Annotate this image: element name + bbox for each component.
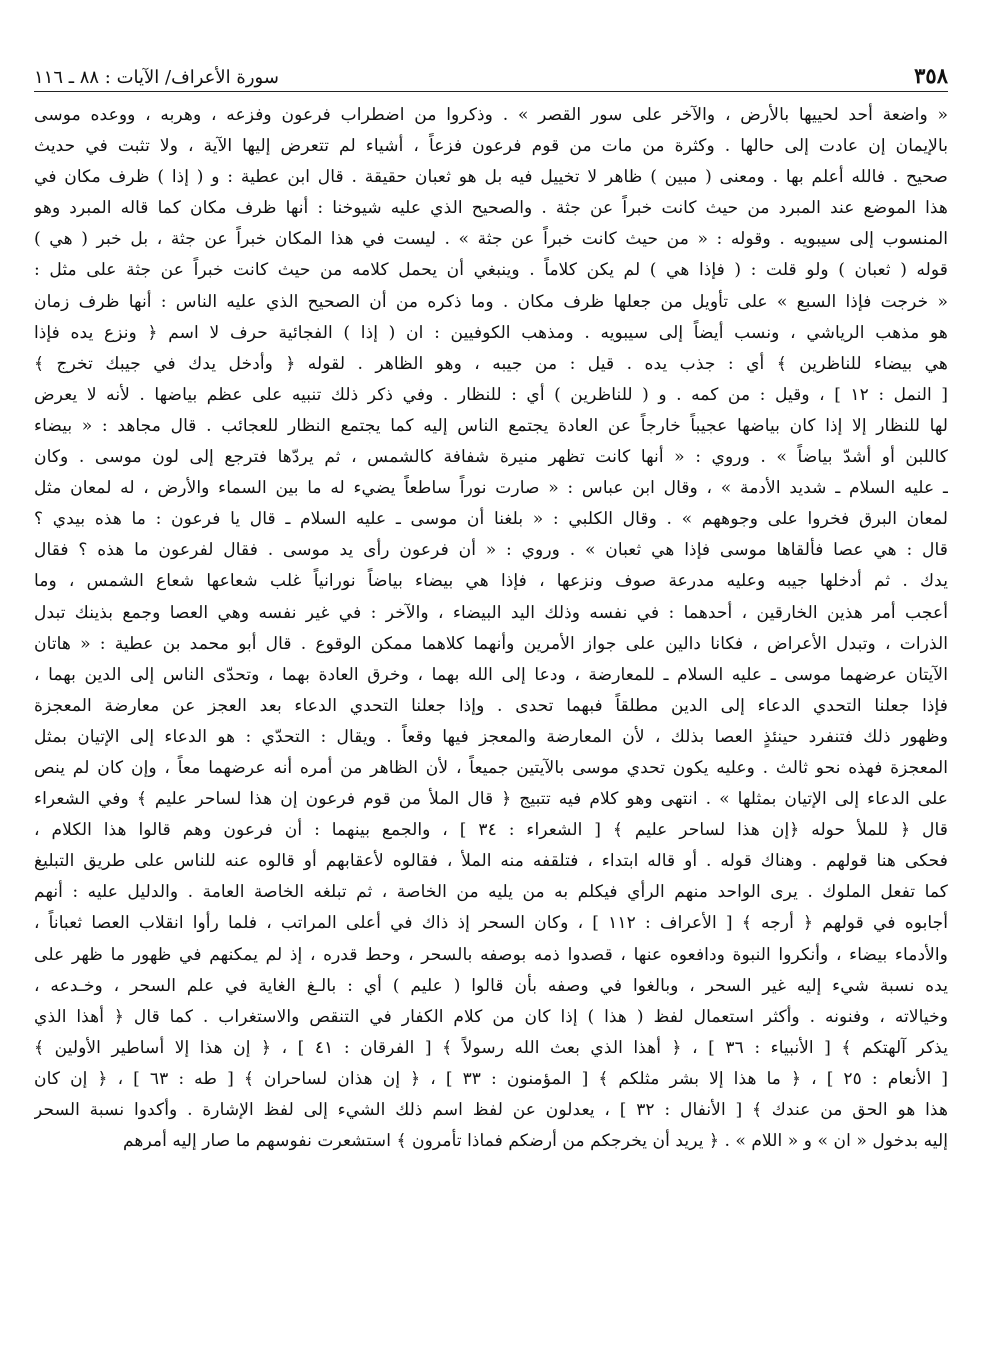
running-title: سورة الأعراف/ الآيات : ٨٨ ـ ١١٦ xyxy=(34,67,279,88)
text-line: أعجب أمر هذين الخارقين ، أحدهما : في نفسه وذلك اليد البيضاء ، والآخر : في غير نفسه وهي العصا وجمع بذينك تبدل xyxy=(34,602,948,623)
text-line: فإذا جعلنا التحدي الدعاء إلى الدين مطلقاً فبهما تحدى . وإذا جعلنا التحدي الدعاء بعد العجز عن معارضة المعجزة xyxy=(34,695,948,716)
text-line: [ النمل : ١٢ ] ، وقيل : من كمه . و ( للناظرين ) أي : للنظار . وفي ذكر ذلك تنبيه على عظم بياضها . لأنه لا يعرض xyxy=(34,384,948,405)
text-line: فحكى هنا قولهم . وهناك قوله . أو قاله ابتداء ، فتلقفه منه الملأ ، فقالوه لأعقابهم أو قالوه عنه للناس على طريق التبليغ xyxy=(34,851,948,872)
page-header xyxy=(34,56,948,88)
text-line: صحيح . فالله أعلم بها . ومعنى ( مبين ) ظاهر لا تخييل فيه بل هو ثعبان حقيقة . قال ابن عطية : و ( إذا ) ظرف مكان في xyxy=(34,167,948,188)
text-line: هي بيضاء للناظرين ﴾ أي : جذب يده . قيل : من جيبه ، وهو الظاهر . لقوله ﴿ وأدخل يدك في جيبك تخرج ﴾ xyxy=(34,353,948,374)
text-line: قال : هي عصا فألقاها موسى فإذا هي ثعبان » . وروي : « أن فرعون رأى يد موسى . فقال لفرعون ما هذه ؟ فقال xyxy=(34,540,948,561)
text-line: إليه بدخول « ان » و « اللام » . ﴿ يريد أن يخرجكم من أرضكم فماذا تأمرون ﴾ استشعرت نفوسهم ما صار إليه أمرهم xyxy=(122,1131,948,1152)
text-line: قوله ( ثعبان ) ولو قلت : ( فإذا هي ) لم يكن كلاماً . وينبغي أن يحمل كلامه من حيث كانت خبراً عن جثة على مثل : xyxy=(34,260,948,281)
text-line: هذا الموضع عند المبرد من حيث كانت خبراً عن جثة . والصحيح الذي عليه شيوخنا : أنها ظرف مكان كما قاله المبرد وهو xyxy=(34,198,948,219)
text-line: وخيالاته ، وفنونه . وأكثر استعمال لفظ ( هذا ) إذا كان من كلام الكفار في التنقص والاستغراب . كما قال ﴿ أهذا الذي xyxy=(34,1006,948,1027)
text-line: هذا هو الحق من عندك ﴾ [ الأنفال : ٣٢ ] ، يعدلون عن لفظ اسم ذلك الشيء إلى لفظ الإشارة . وأكدوا نسبة السحر xyxy=(34,1100,948,1120)
text-line: كما تفعل الملوك . يرى الواحد منهم الرأي فيكلم به من يليه من الخاصة ، ثم تبلغه الخاصة العامة . والدليل عليه : أنهم xyxy=(34,882,948,903)
text-line: [ الأنعام : ٢٥ ] ، ﴿ ما هذا إلا بشر مثلكم ﴾ [ المؤمنون : ٣٣ ] ، ﴿ إن هذان لساحران ﴾ [ طه : ٦٣ ] ، ﴿ إن كان xyxy=(34,1068,948,1089)
text-line: المعجزة فهذه نحو ثالث . وعليه يكون تحدي موسى بالآيتين جميعاً ، لأن الظاهر من أمره أنه عرضهما معاً ، وإن كان لم ينص xyxy=(34,757,948,778)
text-line: المنسوب إلى سيبويه . وقوله : « من حيث كانت خبراً عن جثة » . ليست في هذا المكان خبراً عن جثة ، بل خبر ( هي ) xyxy=(34,229,948,250)
page-number: ٣٥٨ xyxy=(914,63,948,88)
text-line: وظهور ذلك فتنفرد حينئذٍ العصا بذلك ، لأن المعارضة والمعجز فيها وقعاً . ويقال : التحدّي : هو الدعاء إلى الإتيان بمثل xyxy=(34,726,948,747)
text-line: كاللبن أو أشدّ بياضاً » . وروي : « أنها كانت تظهر منيرة شفافة كالشمس ، ثم يردّها فترجع إلى لون موسى . وكان xyxy=(34,447,948,468)
text-line: لمعان البرق فخروا على وجوههم » . وقال الكلبي : « بلغنا أن موسى ـ عليه السلام ـ قال يا فرعون : ما هذه بيدي ؟ xyxy=(34,509,948,530)
text-line: ـ عليه السلام ـ شديد الأدمة » ، وقال ابن عباس : « صارت نوراً ساطعاً يضيء له ما بين السماء والأرض ، له لمعان مثل xyxy=(34,478,948,499)
text-line: لها للنظار إلا إذا كان بياضها عجيباً خارجاً عن العادة يجتمع الناس إليه كما يجتمع النظار للعجائب . قال مجاهد : « بيضاء xyxy=(34,415,948,436)
text-line: قال ﴿ للملأ حوله ﴿إن هذا لساحر عليم ﴾ [ الشعراء : ٣٤ ] ، والجمع بينهما : أن فرعون وهم قالوا هذا الكلام ، xyxy=(34,820,948,841)
text-line: الذرات ، وتبدل الأعراض ، فكانا دالين على جواز الأمرين وأنهما كلاهما ممكن الوقوع . قال أبو محمد بن عطية : « هاتان xyxy=(34,633,948,654)
text-line: على الدعاء إلى الإتيان بمثلها » . انتهى وهو كلام فيه تتبيج ﴿ قال الملأ من قوم فرعون إن هذا لساحر عليم ﴾ وفي الشعراء xyxy=(34,789,948,810)
text-line: أجابوه في قولهم ﴿ أرجه ﴾ [ الأعراف : ١١٢ ] ، وكان السحر إذ ذاك في أعلى المراتب ، فلما رأوا انقلاب العصا ثعباناً ، xyxy=(34,913,948,934)
text-line: هو مذهب الرياشي ، ونسب أيضاً إلى سيبويه . ومذهب الكوفيين : ان ( إذا ) الفجائية حرف لا اسم ﴿ ونزع يده فإذا xyxy=(34,322,948,343)
header-divider xyxy=(34,91,948,92)
text-line: « واضعة أحد لحييها بالأرض ، والآخر على سور القصر » . وذكروا من اضطراب فرعون وفزعه ، وهربه ، ووعده موسى xyxy=(34,105,948,125)
text-line: يده نسبة شيء إليه غير السحر ، وبالغوا في وصفه بأن قالوا ( عليم ) أي : بالـغ الغاية في علم السحر ، وخـدعه ، xyxy=(34,975,948,996)
text-line: يدك . ثم أدخلها جيبه وعليه مدرعة صوف ونزعها ، فإذا هي بيضاء بياضاً نورانياً غلب شعاعها شعاع الشمس ، وما xyxy=(34,571,948,592)
text-line: « خرجت فإذا السبع » على تأويل من جعلها ظرف مكان . وما ذكره من أن الصحيح الذي عليه الناس : أنها ظرف زمان xyxy=(34,291,948,312)
text-line: والأدماء بيضاء ، وأنكروا النبوة ودافعوه عنها ، قصدوا ذمه بوصفه بالسحر ، وحط قدره ، إذ لم يمكنهم في ظهور ما ظهر على xyxy=(34,944,948,965)
text-line: يذكر آلهتكم ﴾ [ الأنبياء : ٣٦ ] ، ﴿ أهذا الذي بعث الله رسولاً ﴾ [ الفرقان : ٤١ ] ، ﴿ إن هذا إلا أساطير الأولين ﴾ xyxy=(34,1037,948,1058)
text-line: بالإيمان إن عادت إلى حالها . وكثرة من مات من قوم فرعون فزعاً ، أشياء لم تتعرض إليها الآية ، ولا تثبت في حديث xyxy=(34,136,948,157)
body-text xyxy=(34,100,948,1157)
text-line: الآيتان عرضهما موسى ـ عليه السلام ـ للمعارضة ، ودعا إلى الله بهما ، وخرق العادة بهما ، وتحدّى الناس إلى الدين بهما ، xyxy=(34,664,948,685)
